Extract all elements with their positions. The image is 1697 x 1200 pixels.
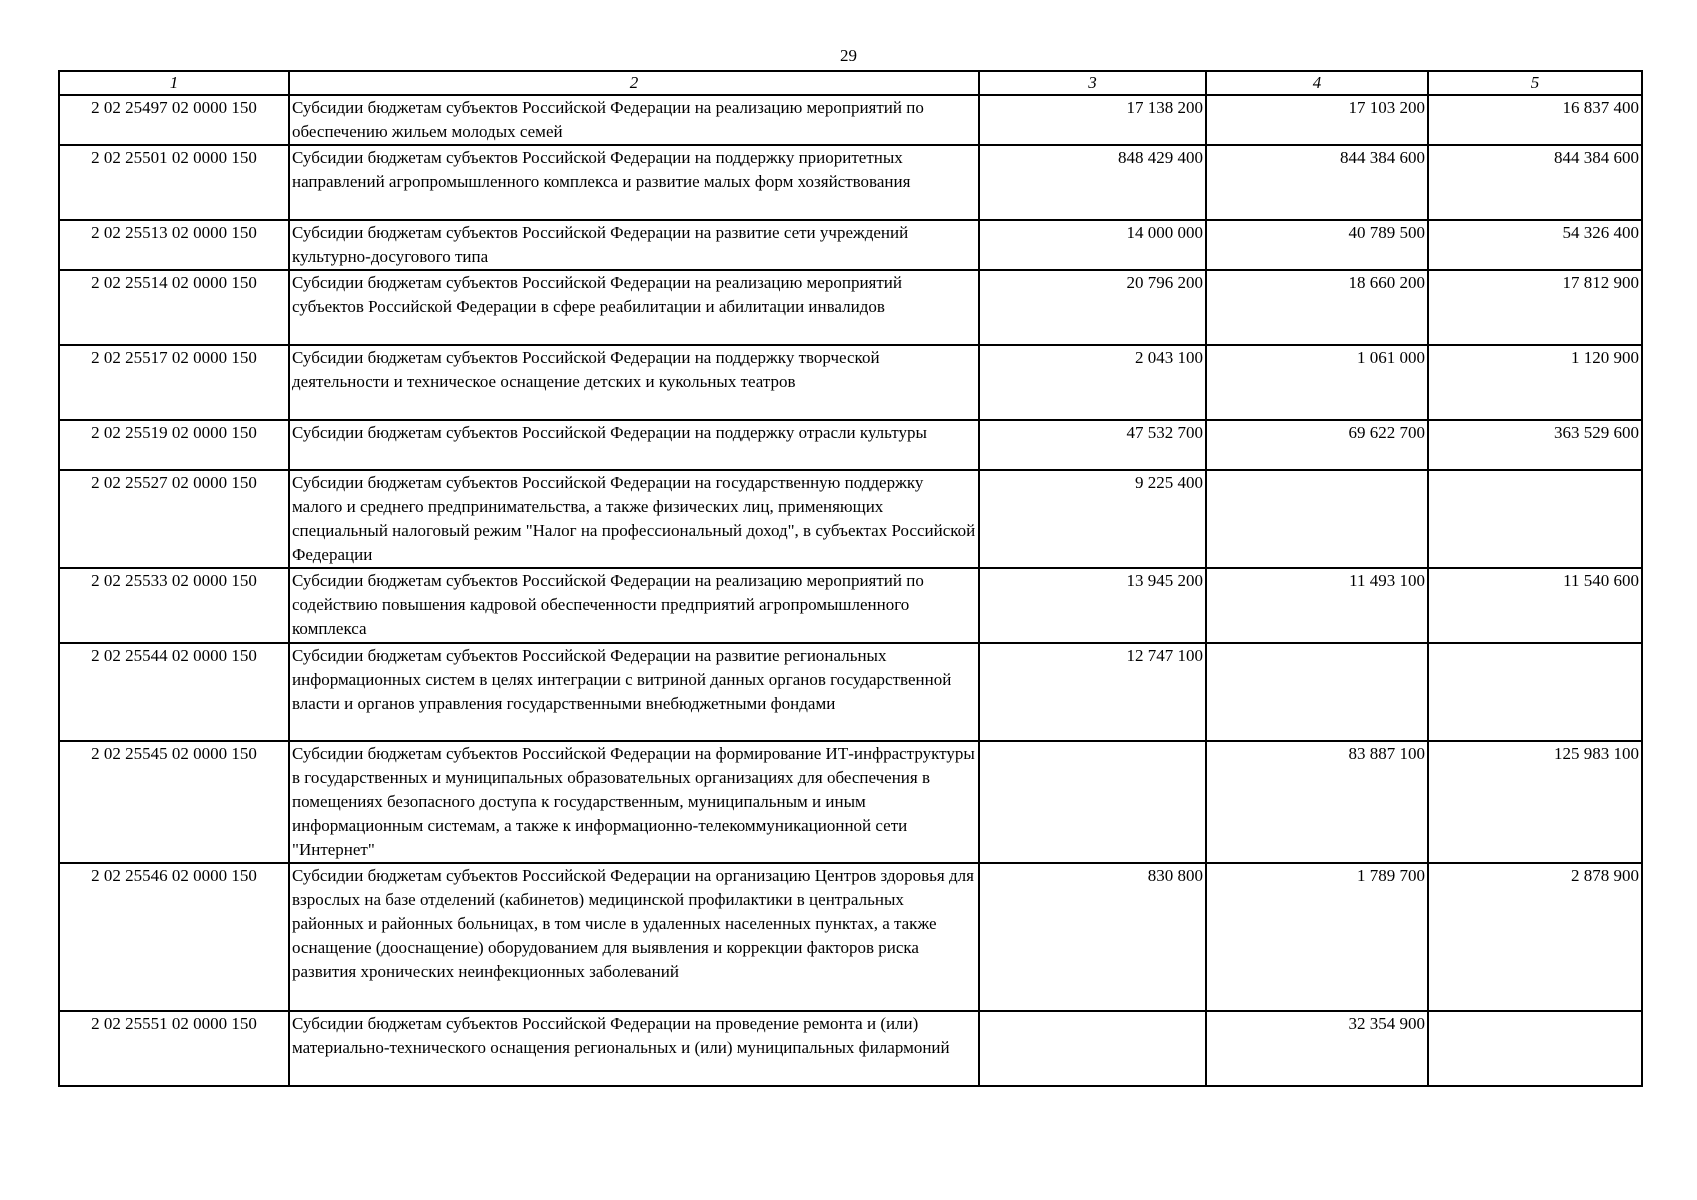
- amount-cell-col4: [1206, 470, 1428, 568]
- code-cell: 2 02 25533 02 0000 150: [59, 568, 289, 643]
- amount-cell-col4: 1 061 000: [1206, 345, 1428, 420]
- table-row: [59, 863, 1642, 1011]
- amount-cell-col4: 18 660 200: [1206, 270, 1428, 345]
- table-row: [59, 270, 1642, 345]
- code-cell: 2 02 25551 02 0000 150: [59, 1011, 289, 1086]
- amount-cell-col4: 844 384 600: [1206, 145, 1428, 220]
- amount-cell-col3: 17 138 200: [979, 95, 1206, 145]
- amount-cell-col5: 844 384 600: [1428, 145, 1642, 220]
- column-header-4: 4: [1206, 71, 1428, 95]
- description-cell: Субсидии бюджетам субъектов Российской Федерации на поддержку приоритетных направлений агропромышленного комплекса и развитие малых форм хозяйствования: [289, 145, 979, 220]
- code-cell: 2 02 25501 02 0000 150: [59, 145, 289, 220]
- amount-cell-col4: 69 622 700: [1206, 420, 1428, 470]
- description-cell: Субсидии бюджетам субъектов Российской Федерации на поддержку отрасли культуры: [289, 420, 979, 470]
- column-header-3: 3: [979, 71, 1206, 95]
- column-header-2: 2: [289, 71, 979, 95]
- code-cell: 2 02 25546 02 0000 150: [59, 863, 289, 1011]
- amount-cell-col5: [1428, 470, 1642, 568]
- description-cell: Субсидии бюджетам субъектов Российской Федерации на организацию Центров здоровья для взрослых на базе отделений (кабинетов) медицинской профилактики в центральных районных и районных больницах, в том числе в удаленных населенных пунктах, а также оснащение (дооснащение) оборудованием для выявления и коррекции факторов риска развития хронических неинфекционных заболеваний: [289, 863, 979, 1011]
- table-row: [59, 643, 1642, 741]
- amount-cell-col5: 125 983 100: [1428, 741, 1642, 863]
- description-cell: Субсидии бюджетам субъектов Российской Федерации на реализацию мероприятий по содействию повышения кадровой обеспеченности предприятий агропромышленного комплекса: [289, 568, 979, 643]
- column-header-1: 1: [59, 71, 289, 95]
- code-cell: 2 02 25517 02 0000 150: [59, 345, 289, 420]
- description-cell: Субсидии бюджетам субъектов Российской Федерации на проведение ремонта и (или) материально-технического оснащения региональных и (или) муниципальных филармоний: [289, 1011, 979, 1086]
- code-cell: 2 02 25527 02 0000 150: [59, 470, 289, 568]
- amount-cell-col3: 14 000 000: [979, 220, 1206, 270]
- amount-cell-col3: 848 429 400: [979, 145, 1206, 220]
- column-header-5: 5: [1428, 71, 1642, 95]
- description-cell: Субсидии бюджетам субъектов Российской Федерации на поддержку творческой деятельности и техническое оснащение детских и кукольных театров: [289, 345, 979, 420]
- code-cell: 2 02 25544 02 0000 150: [59, 643, 289, 741]
- table-row: [59, 145, 1642, 220]
- amount-cell-col3: 20 796 200: [979, 270, 1206, 345]
- code-cell: 2 02 25514 02 0000 150: [59, 270, 289, 345]
- amount-cell-col4: 40 789 500: [1206, 220, 1428, 270]
- amount-cell-col5: 2 878 900: [1428, 863, 1642, 1011]
- table-row: [59, 420, 1642, 470]
- description-cell: Субсидии бюджетам субъектов Российской Федерации на реализацию мероприятий по обеспечению жильем молодых семей: [289, 95, 979, 145]
- page-number: 29: [840, 46, 857, 65]
- amount-cell-col3: 12 747 100: [979, 643, 1206, 741]
- description-cell: Субсидии бюджетам субъектов Российской Федерации на государственную поддержку малого и среднего предпринимательства, а также физических лиц, применяющих специальный налоговый режим "Налог на профессиональный доход", в субъектах Российской Федерации: [289, 470, 979, 568]
- amount-cell-col4: 32 354 900: [1206, 1011, 1428, 1086]
- amount-cell-col3: 2 043 100: [979, 345, 1206, 420]
- amount-cell-col4: 83 887 100: [1206, 741, 1428, 863]
- amount-cell-col3: 13 945 200: [979, 568, 1206, 643]
- code-cell: 2 02 25545 02 0000 150: [59, 741, 289, 863]
- amount-cell-col5: 363 529 600: [1428, 420, 1642, 470]
- table-row: [59, 1011, 1642, 1086]
- amount-cell-col5: 11 540 600: [1428, 568, 1642, 643]
- amount-cell-col5: [1428, 1011, 1642, 1086]
- table-row: [59, 470, 1642, 568]
- description-cell: Субсидии бюджетам субъектов Российской Федерации на реализацию мероприятий субъектов Российской Федерации в сфере реабилитации и абилитации инвалидов: [289, 270, 979, 345]
- amount-cell-col5: 16 837 400: [1428, 95, 1642, 145]
- description-cell: Субсидии бюджетам субъектов Российской Федерации на формирование ИТ-инфраструктуры в государственных и муниципальных образовательных организациях для обеспечения в помещениях безопасного доступа к государственным, муниципальным и иным информационным системам, а также к информационно-телекоммуникационной сети "Интернет": [289, 741, 979, 863]
- amount-cell-col5: 17 812 900: [1428, 270, 1642, 345]
- table-row: [59, 741, 1642, 863]
- table-row: [59, 95, 1642, 145]
- amount-cell-col4: 17 103 200: [1206, 95, 1428, 145]
- amount-cell-col3: [979, 741, 1206, 863]
- amount-cell-col3: 9 225 400: [979, 470, 1206, 568]
- amount-cell-col4: [1206, 643, 1428, 741]
- table-row: [59, 568, 1642, 643]
- amount-cell-col4: 1 789 700: [1206, 863, 1428, 1011]
- amount-cell-col3: 830 800: [979, 863, 1206, 1011]
- code-cell: 2 02 25513 02 0000 150: [59, 220, 289, 270]
- amount-cell-col4: 11 493 100: [1206, 568, 1428, 643]
- table-row: [59, 220, 1642, 270]
- amount-cell-col3: 47 532 700: [979, 420, 1206, 470]
- table-row: [59, 345, 1642, 420]
- description-cell: Субсидии бюджетам субъектов Российской Федерации на развитие сети учреждений культурно-досугового типа: [289, 220, 979, 270]
- amount-cell-col5: 54 326 400: [1428, 220, 1642, 270]
- amount-cell-col3: [979, 1011, 1206, 1086]
- amount-cell-col5: [1428, 643, 1642, 741]
- budget-table: [58, 70, 1643, 1087]
- description-cell: Субсидии бюджетам субъектов Российской Федерации на развитие региональных информационных систем в целях интеграции с витриной данных органов государственной власти и органов управления государственными внебюджетными фондами: [289, 643, 979, 741]
- code-cell: 2 02 25519 02 0000 150: [59, 420, 289, 470]
- amount-cell-col5: 1 120 900: [1428, 345, 1642, 420]
- code-cell: 2 02 25497 02 0000 150: [59, 95, 289, 145]
- table-header-row: [59, 71, 1642, 95]
